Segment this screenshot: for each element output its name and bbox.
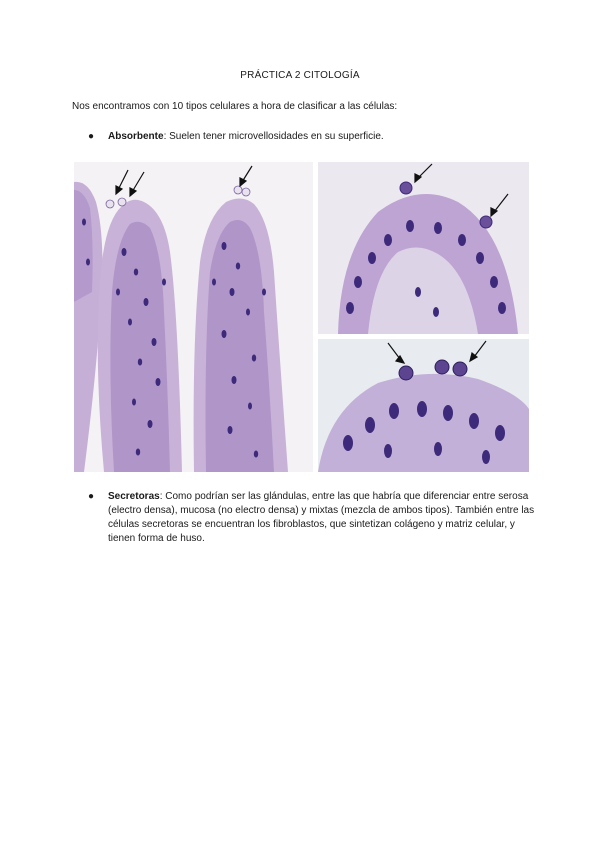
list-item-text — [108, 490, 538, 546]
micrograph-villi — [74, 162, 313, 472]
micrograph-epithelium-surface — [318, 339, 529, 472]
definition-absorbente: : Suelen tener microvellosidades en su superficie. — [163, 131, 384, 142]
list-item-text — [108, 130, 384, 144]
bullet-marker: ● — [88, 491, 95, 502]
bullet-marker: ● — [88, 131, 95, 142]
micrograph-villus-tip — [318, 162, 529, 334]
page-title: PRÁCTICA 2 CITOLOGÍA — [240, 70, 360, 81]
term-absorbente: Absorbente — [108, 131, 164, 142]
definition-secretoras: : Como podrían ser las glándulas, entre las que habría que diferenciar entre serosa (electro densa), mucosa (no electro densa) y mixtas (mezcla de ambos tipos). También entre las células secretoras se encuentran los fibroblastos, que sintetizan colágeno y matriz celular, y tienen forma de huso. — [108, 491, 535, 544]
term-secretoras: Secretoras — [108, 491, 160, 502]
intro-paragraph: Nos encontramos con 10 tipos celulares a hora de clasificar a las células: — [72, 101, 398, 112]
